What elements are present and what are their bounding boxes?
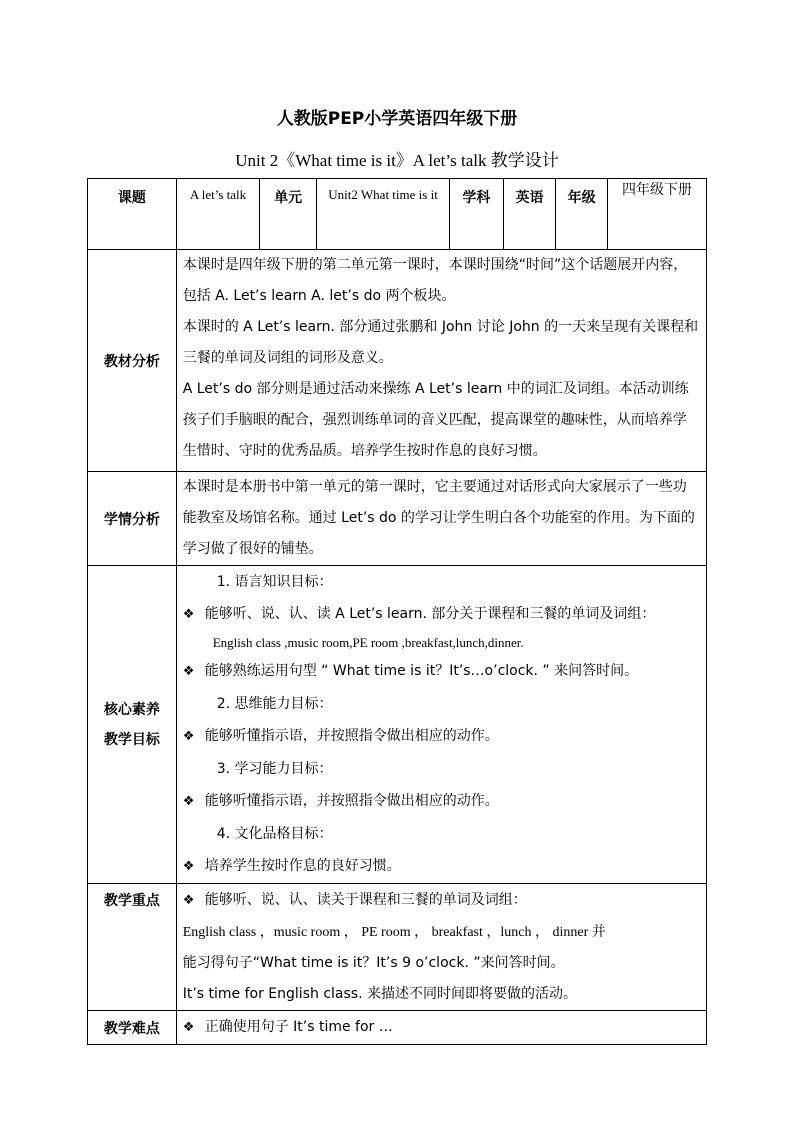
key-point-sentence: 能习得句子“What time is it？It’s 9 o’clock. ”来问答时间。 [182, 955, 565, 971]
key-point-usage: It’s time for English class. 来描述不同时间即将要做的活动。 [182, 986, 577, 1002]
goal-section-1: 1. 语言知识目标： [216, 574, 333, 590]
goal-bullet-4: ❖ 能够听懂指示语，并按照指令做出相应的动作。 [177, 785, 706, 818]
difficulty-bullet: ❖ 正确使用句子 It’s time for … [177, 1011, 706, 1044]
document-title: 人教版PEP小学英语四年级下册 [276, 109, 518, 129]
goal-bullet-1: ❖ 能够听、说、认、读 A Let’s learn. 部分关于课程和三餐的单词及词组： [177, 598, 706, 631]
topic-label: 课题 [88, 179, 177, 250]
goals-label [88, 566, 177, 884]
students-content [176, 472, 706, 566]
goal-bullet-3: ❖ 能够听懂指示语，并按照指令做出相应的动作。 [177, 720, 706, 753]
grade-value: 四年级下册 [607, 179, 706, 250]
diamond-bullet-icon: ❖ [182, 664, 195, 679]
diamond-bullet-icon: ❖ [182, 859, 195, 874]
diamond-bullet-icon: ❖ [182, 1020, 195, 1035]
subject-label: 学科 [450, 179, 504, 250]
goal-section-4: 4. 文化品格目标： [216, 826, 333, 842]
key-points-row [88, 884, 707, 1011]
analysis-row [88, 250, 707, 472]
goal-section-3: 3. 学习能力目标： [216, 761, 333, 777]
difficulty-content [176, 1011, 706, 1045]
lesson-plan-table [87, 178, 707, 1045]
header-row [88, 179, 707, 250]
students-paragraph: 本课时是本册书中第一单元的第一课时，它主要通过对话形式向大家展示了一些功能教室及场馆名称。通过 Let’s do 的学习让学生明白各个功能室的作用。为下面的学习做了很好的铺垫。 [182, 479, 695, 557]
key-point-words: English class ，music room ， PE room ， breakfast ，lunch ， dinner 并 [182, 925, 606, 940]
goals-label-line-1: 核心素养 [103, 701, 160, 718]
subject-value: 英语 [503, 179, 556, 250]
difficulty-row [88, 1011, 707, 1045]
analysis-paragraph-1: 本课时是四年级下册的第二单元第一课时，本课时围绕“时间”这个话题展开内容，包括 A. Let’s learn A. let’s do 两个板块。 [182, 257, 688, 304]
diamond-bullet-icon: ❖ [182, 893, 195, 908]
topic-value: A let’s talk [176, 179, 260, 250]
analysis-paragraph-2: 本课时的 A Let’s learn. 部分通过张鹏和 John 讨论 John 的一天来呈现有关课程和三餐的单词及词组的词形及意义。 [182, 319, 699, 366]
analysis-content [176, 250, 706, 472]
key-points-content [176, 884, 706, 1011]
students-row [88, 472, 707, 566]
key-point-bullet: ❖ 能够听、说、认、读关于课程和三餐的单词及词组： [177, 884, 706, 917]
goal-bullet-5: ❖ 培养学生按时作息的良好习惯。 [177, 850, 706, 883]
goal-section-2: 2. 思维能力目标： [216, 696, 333, 712]
analysis-paragraph-3: A Let’s do 部分则是通过活动来操练 A Let’s learn 中的词汇及词组。本活动训练孩子们手脑眼的配合，强烈训练单词的音义匹配，提高课堂的趣味性，从而培养学生惜时、守时的优秀品质。培养学生按时作息的良好习惯。 [182, 381, 689, 459]
diamond-bullet-icon: ❖ [182, 729, 195, 744]
diamond-bullet-icon: ❖ [182, 794, 195, 809]
diamond-bullet-icon: ❖ [182, 607, 195, 622]
goals-row [88, 566, 707, 884]
document-subtitle: Unit 2《What time is it》A let’s talk 教学设计 [235, 151, 559, 170]
analysis-label: 教材分析 [88, 250, 177, 472]
unit-value: Unit2 What time is it [317, 179, 450, 250]
difficulty-label: 教学难点 [88, 1011, 177, 1045]
goal-bullet-2: ❖ 能够熟练运用句型 “ What time is it？It’s…o’clock. ” 来问答时间。 [177, 655, 706, 688]
students-label: 学情分析 [88, 472, 177, 566]
goals-content [176, 566, 706, 884]
key-points-label: 教学重点 [88, 884, 177, 1011]
unit-label: 单元 [260, 179, 317, 250]
grade-label: 年级 [556, 179, 608, 250]
goals-label-line-2: 教学目标 [103, 731, 160, 748]
goal-bullet-1-words: English class ,music room,PE room ,breakfast,lunch,dinner. [212, 635, 524, 650]
